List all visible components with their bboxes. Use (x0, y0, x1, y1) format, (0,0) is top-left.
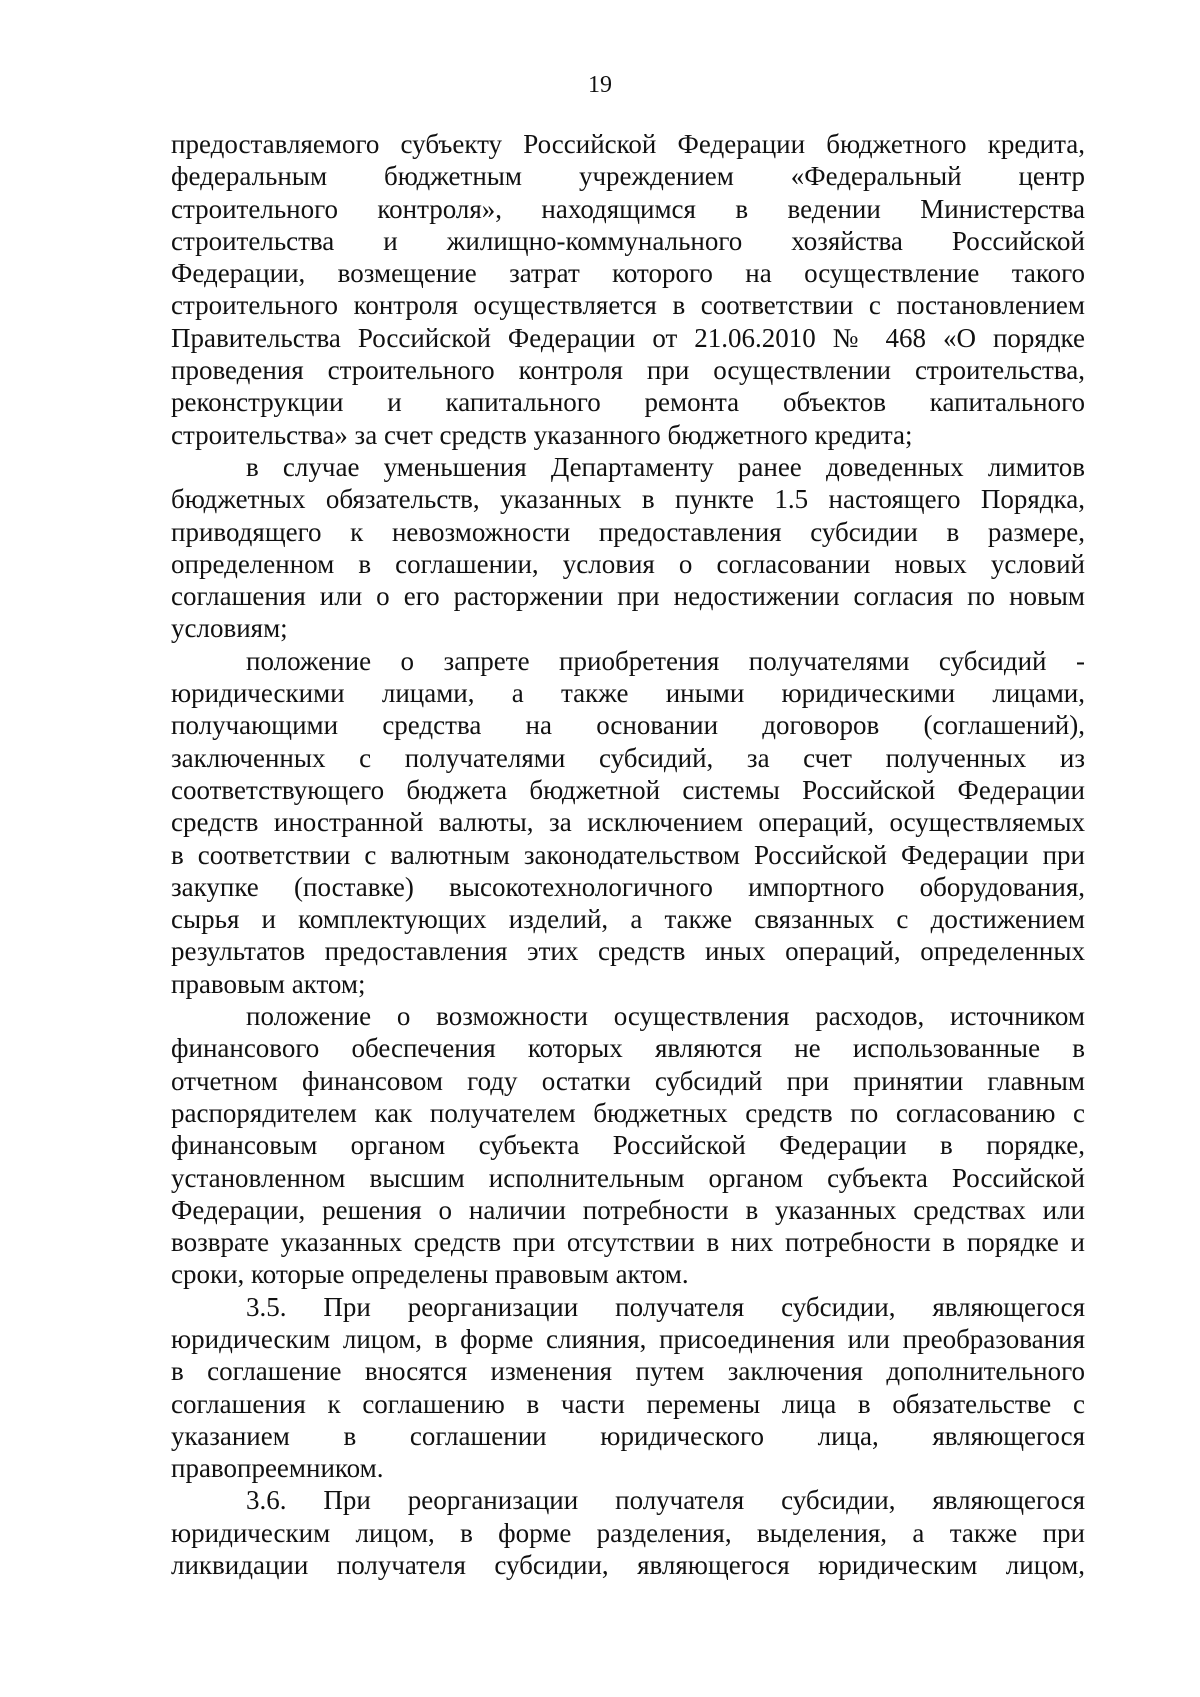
text-line: возврате указанных средств при отсутствии в них потребности в порядке и (171, 1227, 1085, 1258)
text-line: сроки, которые определены правовым актом. (171, 1259, 689, 1290)
text-line: правовым актом; (171, 968, 366, 999)
text-line: сырья и комплектующих изделий, а также связанных с достижением (171, 904, 1085, 935)
text-line: установленном высшим исполнительным органом субъекта Российской (171, 1162, 1085, 1193)
text-line: определенном в соглашении, условия о согласовании новых условий (171, 548, 1085, 579)
paragraph (171, 1000, 1085, 1291)
text-line: реконструкции и капитального ремонта объектов капитального (171, 387, 1085, 418)
text-line: соответствующего бюджета бюджетной системы Российской Федерации (171, 774, 1085, 805)
text-line: ликвидации получателя субсидии, являющегося юридическим лицом, (171, 1550, 1085, 1581)
text-line: юридическими лицами, а также иными юридическими лицами, (171, 678, 1085, 709)
text-line: строительного контроля», находящимся в ведении Министерства (171, 193, 1085, 224)
text-line: 3.6. При реорганизации получателя субсидии, являющегося (246, 1485, 1085, 1516)
text-line: соглашения или о его расторжении при недостижении согласия по новым (171, 581, 1085, 612)
text-line: федеральным бюджетным учреждением «Федеральный центр (171, 161, 1085, 192)
text-line: Федерации, возмещение затрат которого на осуществление такого (171, 258, 1085, 289)
text-line: соглашения к соглашению в части перемены лица в обязательстве с (171, 1388, 1085, 1419)
text-line: отчетном финансовом году остатки субсидий при принятии главным (171, 1065, 1085, 1096)
page-number: 19 (588, 72, 612, 98)
text-line: условиям; (171, 613, 288, 644)
text-line: 3.5. При реорганизации получателя субсидии, являющегося (246, 1291, 1085, 1322)
text-line: приводящего к невозможности предоставления субсидии в размере, (171, 516, 1085, 547)
text-line: строительного контроля осуществляется в соответствии с постановлением (171, 290, 1085, 321)
text-line: финансовым органом субъекта Российской Федерации в порядке, (171, 1130, 1085, 1161)
text-line: строительства» за счет средств указанного бюджетного кредита; (171, 419, 913, 450)
text-line: результатов предоставления этих средств иных операций, определенных (171, 936, 1085, 967)
text-line: правопреемником. (171, 1453, 384, 1484)
text-line: бюджетных обязательств, указанных в пункте 1.5 настоящего Порядка, (171, 484, 1085, 515)
paragraph (171, 645, 1085, 1000)
document-body (171, 128, 1085, 1581)
text-line: Правительства Российской Федерации от 21.06.2010 № 468 «О порядке (171, 322, 1085, 353)
paragraph (171, 1291, 1085, 1485)
text-line: в случае уменьшения Департаменту ранее доведенных лимитов (246, 451, 1085, 482)
paragraph (171, 128, 1085, 451)
text-line: юридическим лицом, в форме слияния, присоединения или преобразования (171, 1323, 1085, 1354)
text-line: средств иностранной валюты, за исключением операций, осуществляемых (171, 807, 1085, 838)
text-line: закупке (поставке) высокотехнологичного импортного оборудования, (171, 871, 1085, 902)
paragraph (171, 451, 1085, 645)
text-line: юридическим лицом, в форме разделения, выделения, а также при (171, 1517, 1085, 1548)
text-line: положение о запрете приобретения получателями субсидий - (246, 645, 1085, 676)
text-line: получающими средства на основании договоров (соглашений), (171, 710, 1085, 741)
paragraph (171, 1484, 1085, 1581)
text-line: финансового обеспечения которых являются не использованные в (171, 1033, 1085, 1064)
text-line: в соответствии с валютным законодательством Российской Федерации при (171, 839, 1085, 870)
text-line: распорядителем как получателем бюджетных средств по согласованию с (171, 1097, 1085, 1128)
text-line: строительства и жилищно-коммунального хозяйства Российской (171, 225, 1085, 256)
text-line: положение о возможности осуществления расходов, источником (246, 1001, 1085, 1032)
text-line: проведения строительного контроля при осуществлении строительства, (171, 355, 1085, 386)
text-line: в соглашение вносятся изменения путем заключения дополнительного (171, 1356, 1085, 1387)
text-line: Федерации, решения о наличии потребности в указанных средствах или (171, 1194, 1085, 1225)
text-line: указанием в соглашении юридического лица, являющегося (171, 1420, 1085, 1451)
text-line: заключенных с получателями субсидий, за счет полученных из (171, 742, 1085, 773)
text-line: предоставляемого субъекту Российской Федерации бюджетного кредита, (171, 129, 1085, 159)
